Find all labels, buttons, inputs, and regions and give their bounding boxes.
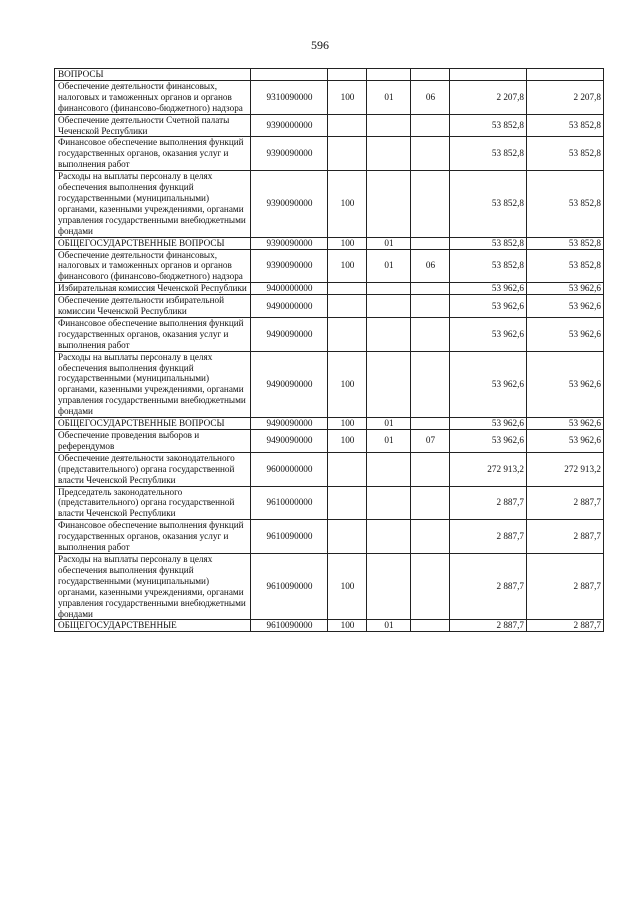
row-name-cell: Председатель законодательного (представительного) органа государственной власти Чеченской Республики (55, 486, 251, 520)
row-section-cell (367, 553, 411, 619)
row-sum-year2-cell: 53 962,6 (527, 430, 604, 453)
row-sum-year1-cell: 53 962,6 (450, 418, 527, 430)
row-section-cell: 01 (367, 430, 411, 453)
row-section-cell (367, 69, 411, 81)
row-sum-year2-cell: 53 852,8 (527, 171, 604, 237)
row-subsection-cell (411, 171, 450, 237)
row-sum-year2-cell: 2 887,7 (527, 553, 604, 619)
row-sum-year1-cell: 53 852,8 (450, 237, 527, 249)
row-sum-year1-cell: 53 962,6 (450, 295, 527, 318)
row-code-cell: 9390000000 (251, 114, 328, 137)
row-section-cell (367, 114, 411, 137)
budget-table-body (55, 69, 604, 632)
table-row (55, 171, 604, 237)
row-sum-year2-cell: 53 852,8 (527, 137, 604, 171)
row-subsection-cell: 06 (411, 249, 450, 283)
row-code-cell: 9390090000 (251, 249, 328, 283)
row-expense-type-cell: 100 (328, 553, 367, 619)
row-sum-year2-cell: 53 962,6 (527, 351, 604, 417)
row-sum-year1-cell: 2 887,7 (450, 620, 527, 632)
row-expense-type-cell (328, 486, 367, 520)
row-sum-year1-cell (450, 69, 527, 81)
row-sum-year2-cell: 2 887,7 (527, 520, 604, 554)
row-code-cell: 9390090000 (251, 137, 328, 171)
row-sum-year1-cell: 2 887,7 (450, 553, 527, 619)
table-row (55, 452, 604, 486)
row-section-cell: 01 (367, 418, 411, 430)
row-sum-year1-cell: 53 962,6 (450, 351, 527, 417)
row-expense-type-cell (328, 520, 367, 554)
row-name-cell: Финансовое обеспечение выполнения функций государственных органов, оказания услуг и выполнения работ (55, 520, 251, 554)
row-sum-year2-cell: 53 852,8 (527, 249, 604, 283)
row-subsection-cell (411, 295, 450, 318)
row-expense-type-cell: 100 (328, 171, 367, 237)
row-name-cell: Финансовое обеспечение выполнения функций государственных органов, оказания услуг и выполнения работ (55, 317, 251, 351)
row-sum-year1-cell: 2 887,7 (450, 520, 527, 554)
row-sum-year2-cell: 53 962,6 (527, 317, 604, 351)
row-sum-year2-cell: 53 962,6 (527, 418, 604, 430)
row-expense-type-cell (328, 69, 367, 81)
row-expense-type-cell (328, 114, 367, 137)
budget-table (54, 68, 604, 632)
row-subsection-cell: 07 (411, 430, 450, 453)
row-expense-type-cell: 100 (328, 249, 367, 283)
row-section-cell (367, 452, 411, 486)
table-row (55, 295, 604, 318)
row-sum-year2-cell (527, 69, 604, 81)
row-sum-year1-cell: 272 913,2 (450, 452, 527, 486)
row-sum-year1-cell: 53 852,8 (450, 137, 527, 171)
table-row (55, 114, 604, 137)
row-code-cell: 9310090000 (251, 80, 328, 114)
row-sum-year2-cell: 2 887,7 (527, 486, 604, 520)
row-sum-year2-cell: 2 207,8 (527, 80, 604, 114)
row-subsection-cell: 06 (411, 80, 450, 114)
row-code-cell: 9610090000 (251, 553, 328, 619)
row-sum-year1-cell: 53 962,6 (450, 317, 527, 351)
table-row (55, 283, 604, 295)
row-name-cell: Обеспечение деятельности финансовых, налоговых и таможенных органов и органов финансового (финансово-бюджетного) надзора (55, 249, 251, 283)
row-subsection-cell (411, 486, 450, 520)
row-code-cell (251, 69, 328, 81)
row-section-cell (367, 486, 411, 520)
row-code-cell: 9610090000 (251, 620, 328, 632)
row-name-cell: Обеспечение деятельности законодательного (представительного) органа государственной власти Чеченской Республики (55, 452, 251, 486)
row-code-cell: 9610000000 (251, 486, 328, 520)
table-row (55, 553, 604, 619)
row-expense-type-cell (328, 283, 367, 295)
row-code-cell: 9390090000 (251, 171, 328, 237)
row-code-cell: 9390090000 (251, 237, 328, 249)
row-sum-year1-cell: 53 962,6 (450, 283, 527, 295)
row-section-cell (367, 317, 411, 351)
page-number: 596 (311, 38, 329, 52)
row-sum-year2-cell: 53 852,8 (527, 237, 604, 249)
row-section-cell: 01 (367, 249, 411, 283)
row-name-cell: Обеспечение деятельности избирательной комиссии Чеченской Республики (55, 295, 251, 318)
row-name-cell: Избирательная комиссия Чеченской Республики (55, 283, 251, 295)
row-code-cell: 9490090000 (251, 418, 328, 430)
row-expense-type-cell: 100 (328, 418, 367, 430)
row-subsection-cell (411, 452, 450, 486)
row-name-cell: Расходы на выплаты персоналу в целях обеспечения выполнения функций государственными (муниципальными) органами, казенными учреждениями, органами управления государственными внебюджетными фондами (55, 171, 251, 237)
row-subsection-cell (411, 520, 450, 554)
row-section-cell: 01 (367, 620, 411, 632)
table-row (55, 80, 604, 114)
row-sum-year1-cell: 2 887,7 (450, 486, 527, 520)
row-section-cell (367, 283, 411, 295)
row-name-cell: Расходы на выплаты персоналу в целях обеспечения выполнения функций государственными (муниципальными) органами, казенными учреждениями, органами управления государственными внебюджетными фондами (55, 351, 251, 417)
table-row (55, 620, 604, 632)
row-sum-year2-cell: 272 913,2 (527, 452, 604, 486)
row-name-cell: ОБЩЕГОСУДАРСТВЕННЫЕ ВОПРОСЫ (55, 237, 251, 249)
row-section-cell (367, 137, 411, 171)
row-code-cell: 9610090000 (251, 520, 328, 554)
table-row (55, 418, 604, 430)
row-name-cell: ОБЩЕГОСУДАРСТВЕННЫЕ ВОПРОСЫ (55, 418, 251, 430)
row-subsection-cell (411, 69, 450, 81)
table-row (55, 249, 604, 283)
row-expense-type-cell: 100 (328, 620, 367, 632)
row-section-cell: 01 (367, 80, 411, 114)
row-expense-type-cell: 100 (328, 237, 367, 249)
row-section-cell (367, 351, 411, 417)
row-name-cell: ВОПРОСЫ (55, 69, 251, 81)
row-sum-year1-cell: 53 852,8 (450, 249, 527, 283)
table-row (55, 137, 604, 171)
table-row (55, 317, 604, 351)
row-name-cell: Обеспечение деятельности Счетной палаты Чеченской Республики (55, 114, 251, 137)
row-subsection-cell (411, 351, 450, 417)
row-section-cell (367, 295, 411, 318)
row-sum-year2-cell: 2 887,7 (527, 620, 604, 632)
row-subsection-cell (411, 317, 450, 351)
row-sum-year2-cell: 53 852,8 (527, 114, 604, 137)
table-row (55, 237, 604, 249)
row-section-cell (367, 520, 411, 554)
row-subsection-cell (411, 237, 450, 249)
row-code-cell: 9490090000 (251, 351, 328, 417)
row-sum-year1-cell: 53 852,8 (450, 171, 527, 237)
row-subsection-cell (411, 137, 450, 171)
row-expense-type-cell (328, 317, 367, 351)
row-subsection-cell (411, 283, 450, 295)
row-section-cell: 01 (367, 237, 411, 249)
row-name-cell: Расходы на выплаты персоналу в целях обеспечения выполнения функций государственными (муниципальными) органами, казенными учреждениями, органами управления государственными внебюджетными фондами (55, 553, 251, 619)
table-row (55, 69, 604, 81)
row-name-cell: Финансовое обеспечение выполнения функций государственных органов, оказания услуг и выполнения работ (55, 137, 251, 171)
row-code-cell: 9490000000 (251, 295, 328, 318)
row-name-cell: ОБЩЕГОСУДАРСТВЕННЫЕ (55, 620, 251, 632)
row-subsection-cell (411, 418, 450, 430)
row-section-cell (367, 171, 411, 237)
table-row (55, 520, 604, 554)
table-row (55, 351, 604, 417)
table-row (55, 430, 604, 453)
row-subsection-cell (411, 553, 450, 619)
row-code-cell: 9490090000 (251, 430, 328, 453)
row-code-cell: 9490090000 (251, 317, 328, 351)
row-expense-type-cell: 100 (328, 80, 367, 114)
row-sum-year2-cell: 53 962,6 (527, 295, 604, 318)
row-expense-type-cell (328, 295, 367, 318)
row-code-cell: 9400000000 (251, 283, 328, 295)
row-code-cell: 9600000000 (251, 452, 328, 486)
row-sum-year1-cell: 53 852,8 (450, 114, 527, 137)
row-expense-type-cell (328, 452, 367, 486)
row-name-cell: Обеспечение деятельности финансовых, налоговых и таможенных органов и органов финансового (финансово-бюджетного) надзора (55, 80, 251, 114)
row-sum-year1-cell: 53 962,6 (450, 430, 527, 453)
row-sum-year1-cell: 2 207,8 (450, 80, 527, 114)
row-name-cell: Обеспечение проведения выборов и референдумов (55, 430, 251, 453)
row-sum-year2-cell: 53 962,6 (527, 283, 604, 295)
row-expense-type-cell: 100 (328, 351, 367, 417)
row-expense-type-cell (328, 137, 367, 171)
row-subsection-cell (411, 114, 450, 137)
row-expense-type-cell: 100 (328, 430, 367, 453)
row-subsection-cell (411, 620, 450, 632)
table-row (55, 486, 604, 520)
